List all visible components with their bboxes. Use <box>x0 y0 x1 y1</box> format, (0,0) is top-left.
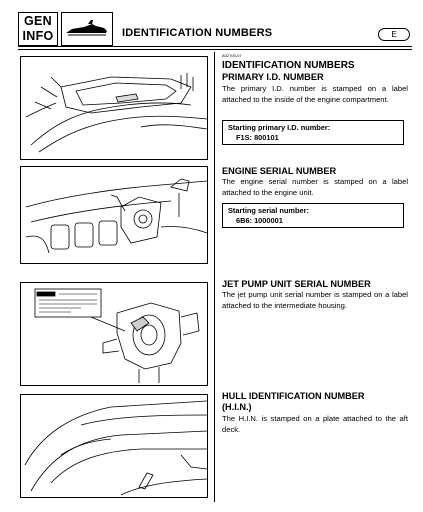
header-rule-thin <box>18 49 412 50</box>
jet-pump-text: The jet pump unit serial number is stamped on a label attached to the intermediate housing. <box>222 290 408 310</box>
section-tab <box>18 12 58 46</box>
page-header <box>18 10 414 48</box>
section-tab-line2: INFO <box>22 29 54 43</box>
primary-id-title: PRIMARY I.D. NUMBER <box>222 72 324 82</box>
watercraft-icon-box <box>61 12 113 46</box>
figure-jet-pump-serial-location <box>20 282 208 386</box>
section-tab-line1: GEN <box>24 14 52 28</box>
engine-serial-title: ENGINE SERIAL NUMBER <box>222 166 337 176</box>
engine-serial-text: The engine serial number is stamped on a label attached to the engine unit. <box>222 177 408 197</box>
language-badge: E <box>378 28 410 41</box>
primary-id-note-label: Starting primary I.D. number: <box>228 123 331 132</box>
page-heading: IDENTIFICATION NUMBERS <box>222 60 355 71</box>
engine-serial-note-label: Starting serial number: <box>228 206 309 215</box>
column-divider <box>214 52 215 502</box>
hin-subtitle: (H.I.N.) <box>222 402 252 412</box>
figure-hin-location <box>20 394 208 498</box>
header-rule <box>18 46 412 47</box>
primary-id-note <box>222 120 404 145</box>
primary-id-note-value: F1S: 800101 <box>236 132 279 142</box>
hin-text: The H.I.N. is stamped on a plate attached to the aft deck. <box>222 414 408 434</box>
figure-primary-id-location <box>20 56 208 160</box>
primary-id-text: The primary I.D. number is stamped on a label attached to the inside of the engine compartment. <box>222 84 408 104</box>
figure-engine-serial-location <box>20 166 208 264</box>
doc-code: A02700-07 <box>222 53 242 58</box>
header-title: IDENTIFICATION NUMBERS <box>122 27 273 39</box>
jet-pump-title: JET PUMP UNIT SERIAL NUMBER <box>222 279 371 289</box>
engine-serial-note <box>222 203 404 228</box>
hin-title: HULL IDENTIFICATION NUMBER <box>222 391 365 401</box>
engine-serial-note-value: 6B6: 1000001 <box>236 215 283 225</box>
watercraft-icon <box>62 13 111 44</box>
